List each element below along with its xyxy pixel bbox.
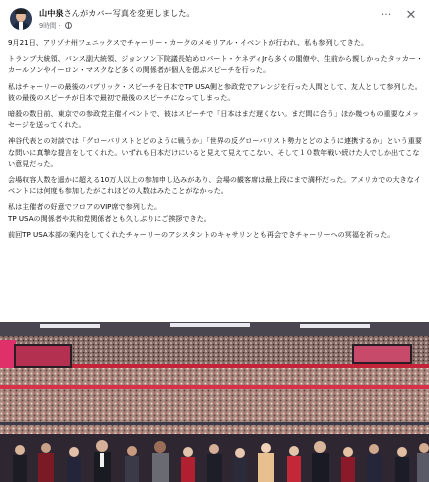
post-meta: 9時間 · — [39, 20, 72, 30]
post-paragraph: 暗殺の数日前、東京での参政党主催イベントで、彼はスピーチで「日本はまだ遅くない。まだ間に合う」ほか幾つもの重要なメッセージを送ってくれた。 — [8, 109, 420, 130]
post-body — [8, 37, 424, 245]
post-action-text: さんがカバー写真を変更しました。 — [63, 8, 195, 18]
more-options-icon[interactable]: ··· — [380, 8, 392, 21]
author-avatar[interactable] — [10, 8, 32, 30]
author-name[interactable]: 山中泉 — [39, 8, 64, 18]
post-photo[interactable] — [0, 322, 429, 482]
post-paragraph: トランプ大統領、バンス副大統領、ジョンソン下院議長始めロバート・ケネディJrら多くの閣僚や、生前から親しかったタッカー・カールソンやイーロン・マスクなど多くの関係者が個人を偲ぶスピーチを行った。 — [8, 54, 424, 75]
post-paragraph: 9月21日、アリゾナ州フェニックスでチャーリー・カークのメモリアル・イベントが行われ、私も参列してきた。 — [8, 38, 369, 47]
post-paragraph: 私はチャーリーの最後のパブリック・スピーチを日本でTP USA側と参政党でアレンジを行った人間として、友人として参列した。彼の最後のスピーチが日本で最初で最後のスピーチになってしまった。 — [8, 81, 422, 102]
author-line — [39, 8, 195, 19]
post-paragraph: 会場収容人数を遥かに超える10万人以上の参加申し込みがあり、会場の観客席は最上段にまで満杯だった。アメリカでの大きなイベントには何度も参加したがこれほどの人数はみたことがなかった。 — [8, 175, 421, 196]
post-paragraph: 神谷代表との対談では「グローバリストとどのように戦うか」「世界の反グローバリスト勢力とどのように連携するか」という重要な問いに真摯な提言をしてくれた。いずれも日本だけにいると見えて見えてこない、そして１０数年戦い続けた人でしか出てこない意見だった。 — [8, 136, 422, 168]
close-icon[interactable]: ✕ — [405, 8, 417, 23]
post-paragraph: 私は主催者の好意でフロアのVIP席で参列した。 TP USAの関係者や共和党関係者とも久しぶりにご挨拶できた。 — [8, 202, 211, 223]
post-time[interactable]: 9時間 — [39, 22, 57, 30]
globe-icon — [65, 22, 72, 29]
stadium-photo — [0, 322, 429, 482]
post-paragraph: 前回TP USA本部の案内をしてくれたチャーリーのアシスタントのキャサリンとも再会できチャーリーへの冥福を祈った。 — [8, 229, 395, 239]
post-header — [8, 6, 421, 32]
